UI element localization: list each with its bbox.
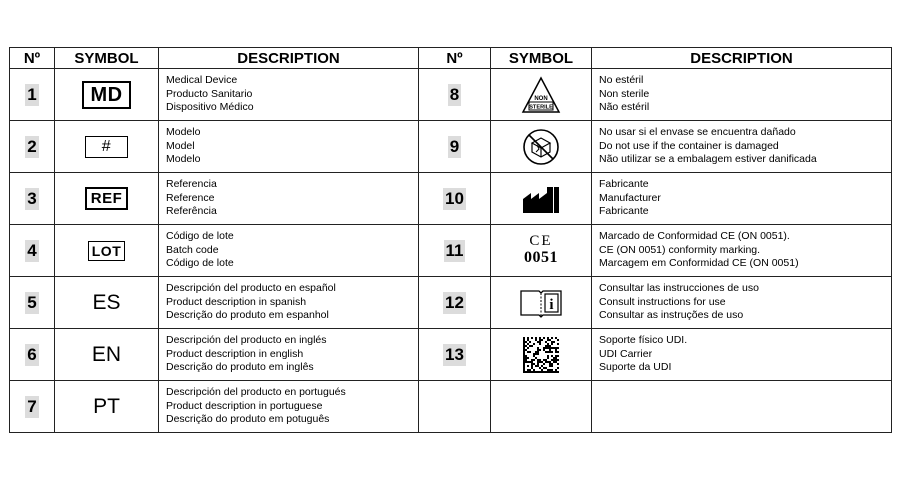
portuguese-language-icon: PT — [93, 394, 120, 418]
row-number: 7 — [27, 396, 37, 416]
row-number: 13 — [445, 344, 464, 364]
table-row — [10, 329, 892, 381]
row-number: 11 — [445, 240, 464, 260]
header-symbol-left: SYMBOL — [55, 48, 159, 69]
consult-instructions-icon — [519, 287, 563, 319]
table-row — [10, 69, 892, 121]
header-num-left: Nº — [10, 48, 55, 69]
svg-text:NON: NON — [534, 95, 548, 102]
row-number: 5 — [27, 292, 37, 312]
row-number: 9 — [449, 136, 460, 156]
svg-text:i: i — [549, 296, 554, 313]
symbol-description: No usar si el envase se encuentra dañado Do not use if the container is damaged Não utilizar se a embalagem estiver danificada — [592, 121, 892, 173]
row-number: 4 — [27, 240, 37, 260]
table-header-row — [10, 48, 892, 69]
symbol-description: Referencia Reference Referência — [159, 173, 419, 225]
udi-datamatrix-icon — [523, 337, 559, 373]
symbols-table — [9, 47, 892, 433]
empty-cell — [592, 381, 892, 433]
table-row — [10, 121, 892, 173]
symbol-description: Soporte físico UDI. UDI Carrier Suporte da UDI — [592, 329, 892, 381]
row-number: 8 — [449, 84, 460, 104]
model-number-icon: # — [85, 136, 128, 158]
header-num-right: Nº — [419, 48, 491, 69]
reference-icon: REF — [85, 187, 129, 210]
spanish-language-icon: ES — [92, 290, 121, 314]
medical-device-icon: MD — [82, 81, 130, 109]
symbol-description: Consultar las instrucciones de uso Consult instructions for use Consultar as instruções de uso — [592, 277, 892, 329]
english-language-icon: EN — [91, 342, 122, 366]
symbol-description: Descripción del producto en portugués Product description in portuguese Descrição do produto em potuguês — [159, 381, 419, 433]
row-number: 3 — [27, 188, 37, 208]
table-row — [10, 381, 892, 433]
header-description-left: DESCRIPTION — [159, 48, 419, 69]
symbol-description: No estéril Non sterile Não estéril — [592, 69, 892, 121]
non-sterile-icon — [520, 75, 562, 115]
symbol-description: Marcado de Conformidad CE (ON 0051). CE (ON 0051) conformity marking. Marcagem em Conformidad CE (ON 0051) — [592, 225, 892, 277]
symbol-description: Fabricante Manufacturer Fabricante — [592, 173, 892, 225]
batch-code-icon: LOT — [88, 241, 126, 261]
row-number: 10 — [445, 188, 464, 208]
row-number: 6 — [27, 344, 37, 364]
header-description-right: DESCRIPTION — [592, 48, 892, 69]
row-number: 1 — [27, 84, 37, 104]
row-number: 12 — [445, 292, 464, 312]
header-symbol-right: SYMBOL — [491, 48, 592, 69]
symbol-description: Medical Device Producto Sanitario Dispositivo Médico — [159, 69, 419, 121]
table-row — [10, 173, 892, 225]
svg-text:STERILE: STERILE — [529, 104, 553, 110]
symbol-description: Descripción del producto en inglés Product description in english Descrição do produto em inglês — [159, 329, 419, 381]
row-number: 2 — [27, 136, 37, 156]
ce-mark-icon: CE 0051 — [524, 233, 558, 266]
manufacturer-icon — [521, 183, 561, 215]
symbol-description: Descripción del producto en español Product description in spanish Descrição do produto em espanhol — [159, 277, 419, 329]
table-row — [10, 225, 892, 277]
table-row — [10, 277, 892, 329]
symbol-description: Modelo Model Modelo — [159, 121, 419, 173]
empty-cell — [419, 381, 491, 433]
do-not-use-if-damaged-icon — [521, 127, 561, 167]
empty-cell — [491, 381, 592, 433]
symbol-description: Código de lote Batch code Código de lote — [159, 225, 419, 277]
